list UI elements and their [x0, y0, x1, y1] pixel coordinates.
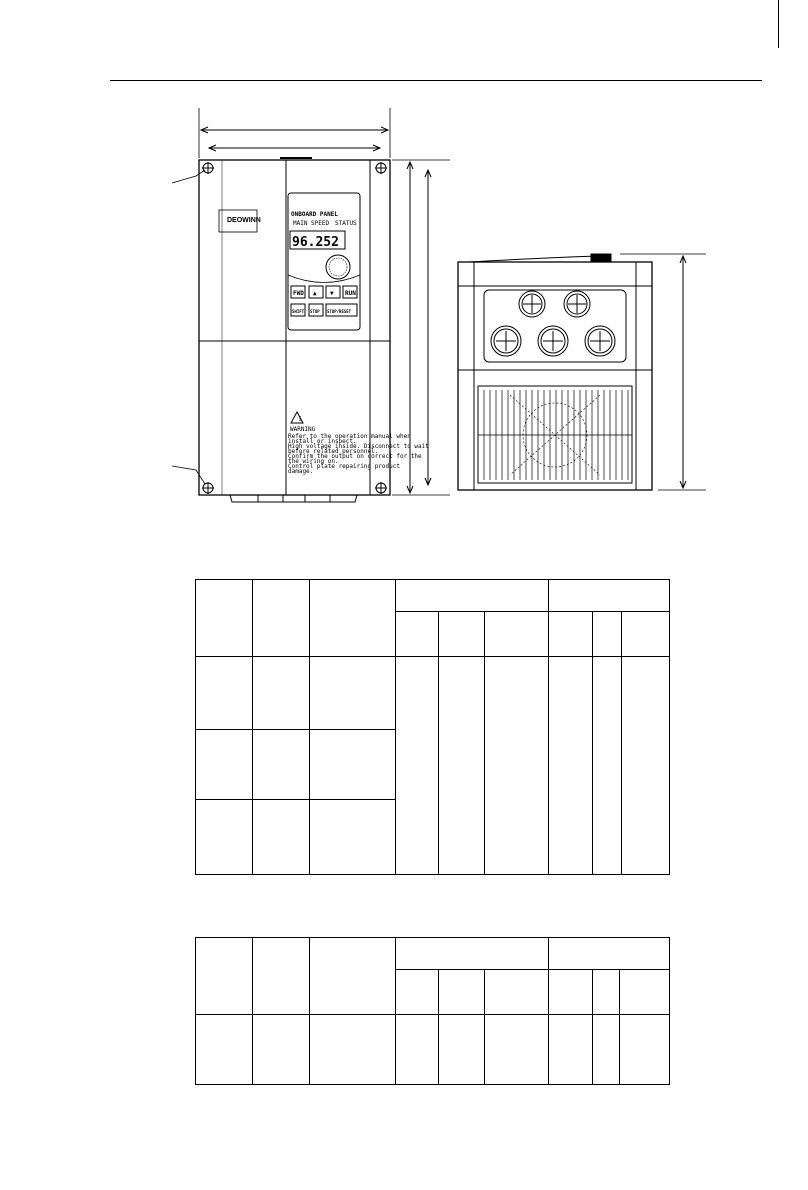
table-cell	[593, 1015, 620, 1085]
dimension-table-1	[195, 579, 670, 875]
table-header-cell	[196, 580, 253, 657]
table-header-cell	[549, 970, 593, 1015]
table-header-cell	[549, 938, 670, 970]
table-cell	[395, 1015, 439, 1085]
table-cell	[309, 657, 395, 730]
warning-line: before related personnel.	[288, 448, 379, 455]
table-cell	[309, 730, 395, 800]
panel-title: ONBOARD PANEL	[291, 211, 338, 218]
key-stop: STOP	[310, 309, 320, 314]
table-header-cell	[593, 612, 622, 657]
warning-title: WARNING	[290, 426, 316, 433]
table-cell	[196, 657, 253, 730]
table-header-cell	[439, 612, 485, 657]
cable-gland-1	[519, 291, 545, 317]
table-header-cell	[309, 938, 395, 1015]
panel-subtitle-left: MAIN SPEED	[293, 220, 330, 227]
table-cell	[252, 657, 309, 730]
mounting-hole-br	[375, 482, 387, 494]
warning-line: Confirm the output on correct for the	[288, 453, 422, 460]
table-header-cell	[549, 612, 593, 657]
warning-line: Refer to the operation manual when	[288, 433, 411, 440]
table-cell	[309, 1015, 395, 1085]
table-cell	[549, 1015, 593, 1085]
dimension-table-2	[195, 937, 670, 1085]
warning-line: install or inspect.	[288, 438, 357, 445]
bottom-view	[458, 254, 706, 490]
table-cell	[395, 657, 439, 875]
warning-line: the wiring on.	[288, 458, 339, 465]
table-header-cell	[439, 970, 485, 1015]
panel-subtitle-right: STATUS	[335, 220, 357, 227]
table-cell	[485, 657, 549, 875]
key-down: ▼	[330, 290, 334, 297]
table-cell	[252, 730, 309, 800]
table-header-cell	[395, 612, 439, 657]
key-stop-reset: STOP/RESET	[327, 309, 352, 314]
table-header-cell	[622, 612, 670, 657]
brand-label: DEOWINN	[227, 217, 261, 224]
table-header-cell	[309, 580, 395, 657]
table-cell	[620, 1015, 670, 1085]
table-cell	[196, 1015, 253, 1085]
warning-line: High voltage inside. Disconnect to wait	[288, 443, 429, 450]
table-cell	[196, 800, 253, 875]
table-header-cell	[395, 580, 549, 612]
table-cell	[309, 800, 395, 875]
table-header-cell	[395, 938, 549, 970]
display-readout: 96.252	[292, 235, 339, 250]
inverter-dimension-drawing	[0, 0, 808, 540]
mounting-hole-tr	[375, 162, 387, 174]
table-cell	[196, 730, 253, 800]
mounting-hole-bl	[202, 482, 214, 494]
cable-gland-3	[491, 326, 521, 356]
table-header-cell	[252, 580, 309, 657]
table-header-cell	[196, 938, 253, 1015]
table-cell	[622, 657, 670, 875]
table-cell	[252, 800, 309, 875]
table-header-cell	[549, 580, 670, 612]
key-shift: SHIFT	[292, 309, 305, 314]
warning-mark: !	[298, 416, 302, 423]
table-cell	[439, 657, 485, 875]
table-header-cell	[252, 938, 309, 1015]
key-fwd: FWD	[293, 290, 304, 297]
mounting-hole-tl	[202, 162, 214, 174]
table-header-cell	[593, 970, 620, 1015]
table-header-cell	[620, 970, 670, 1015]
warning-line: damage.	[288, 468, 314, 475]
cable-gland-2	[564, 291, 590, 317]
table-header-cell	[395, 970, 439, 1015]
table-cell	[485, 1015, 549, 1085]
table-cell	[252, 1015, 309, 1085]
table-cell	[593, 657, 622, 875]
key-up: ▲	[313, 290, 317, 297]
table-header-cell	[485, 970, 549, 1015]
key-run: RUN	[345, 290, 356, 297]
cable-gland-5	[585, 326, 615, 356]
warning-line: Control plate repairing product	[288, 463, 400, 470]
table-header-cell	[485, 612, 549, 657]
cable-gland-4	[538, 326, 568, 356]
table-cell	[549, 657, 593, 875]
table-cell	[439, 1015, 485, 1085]
